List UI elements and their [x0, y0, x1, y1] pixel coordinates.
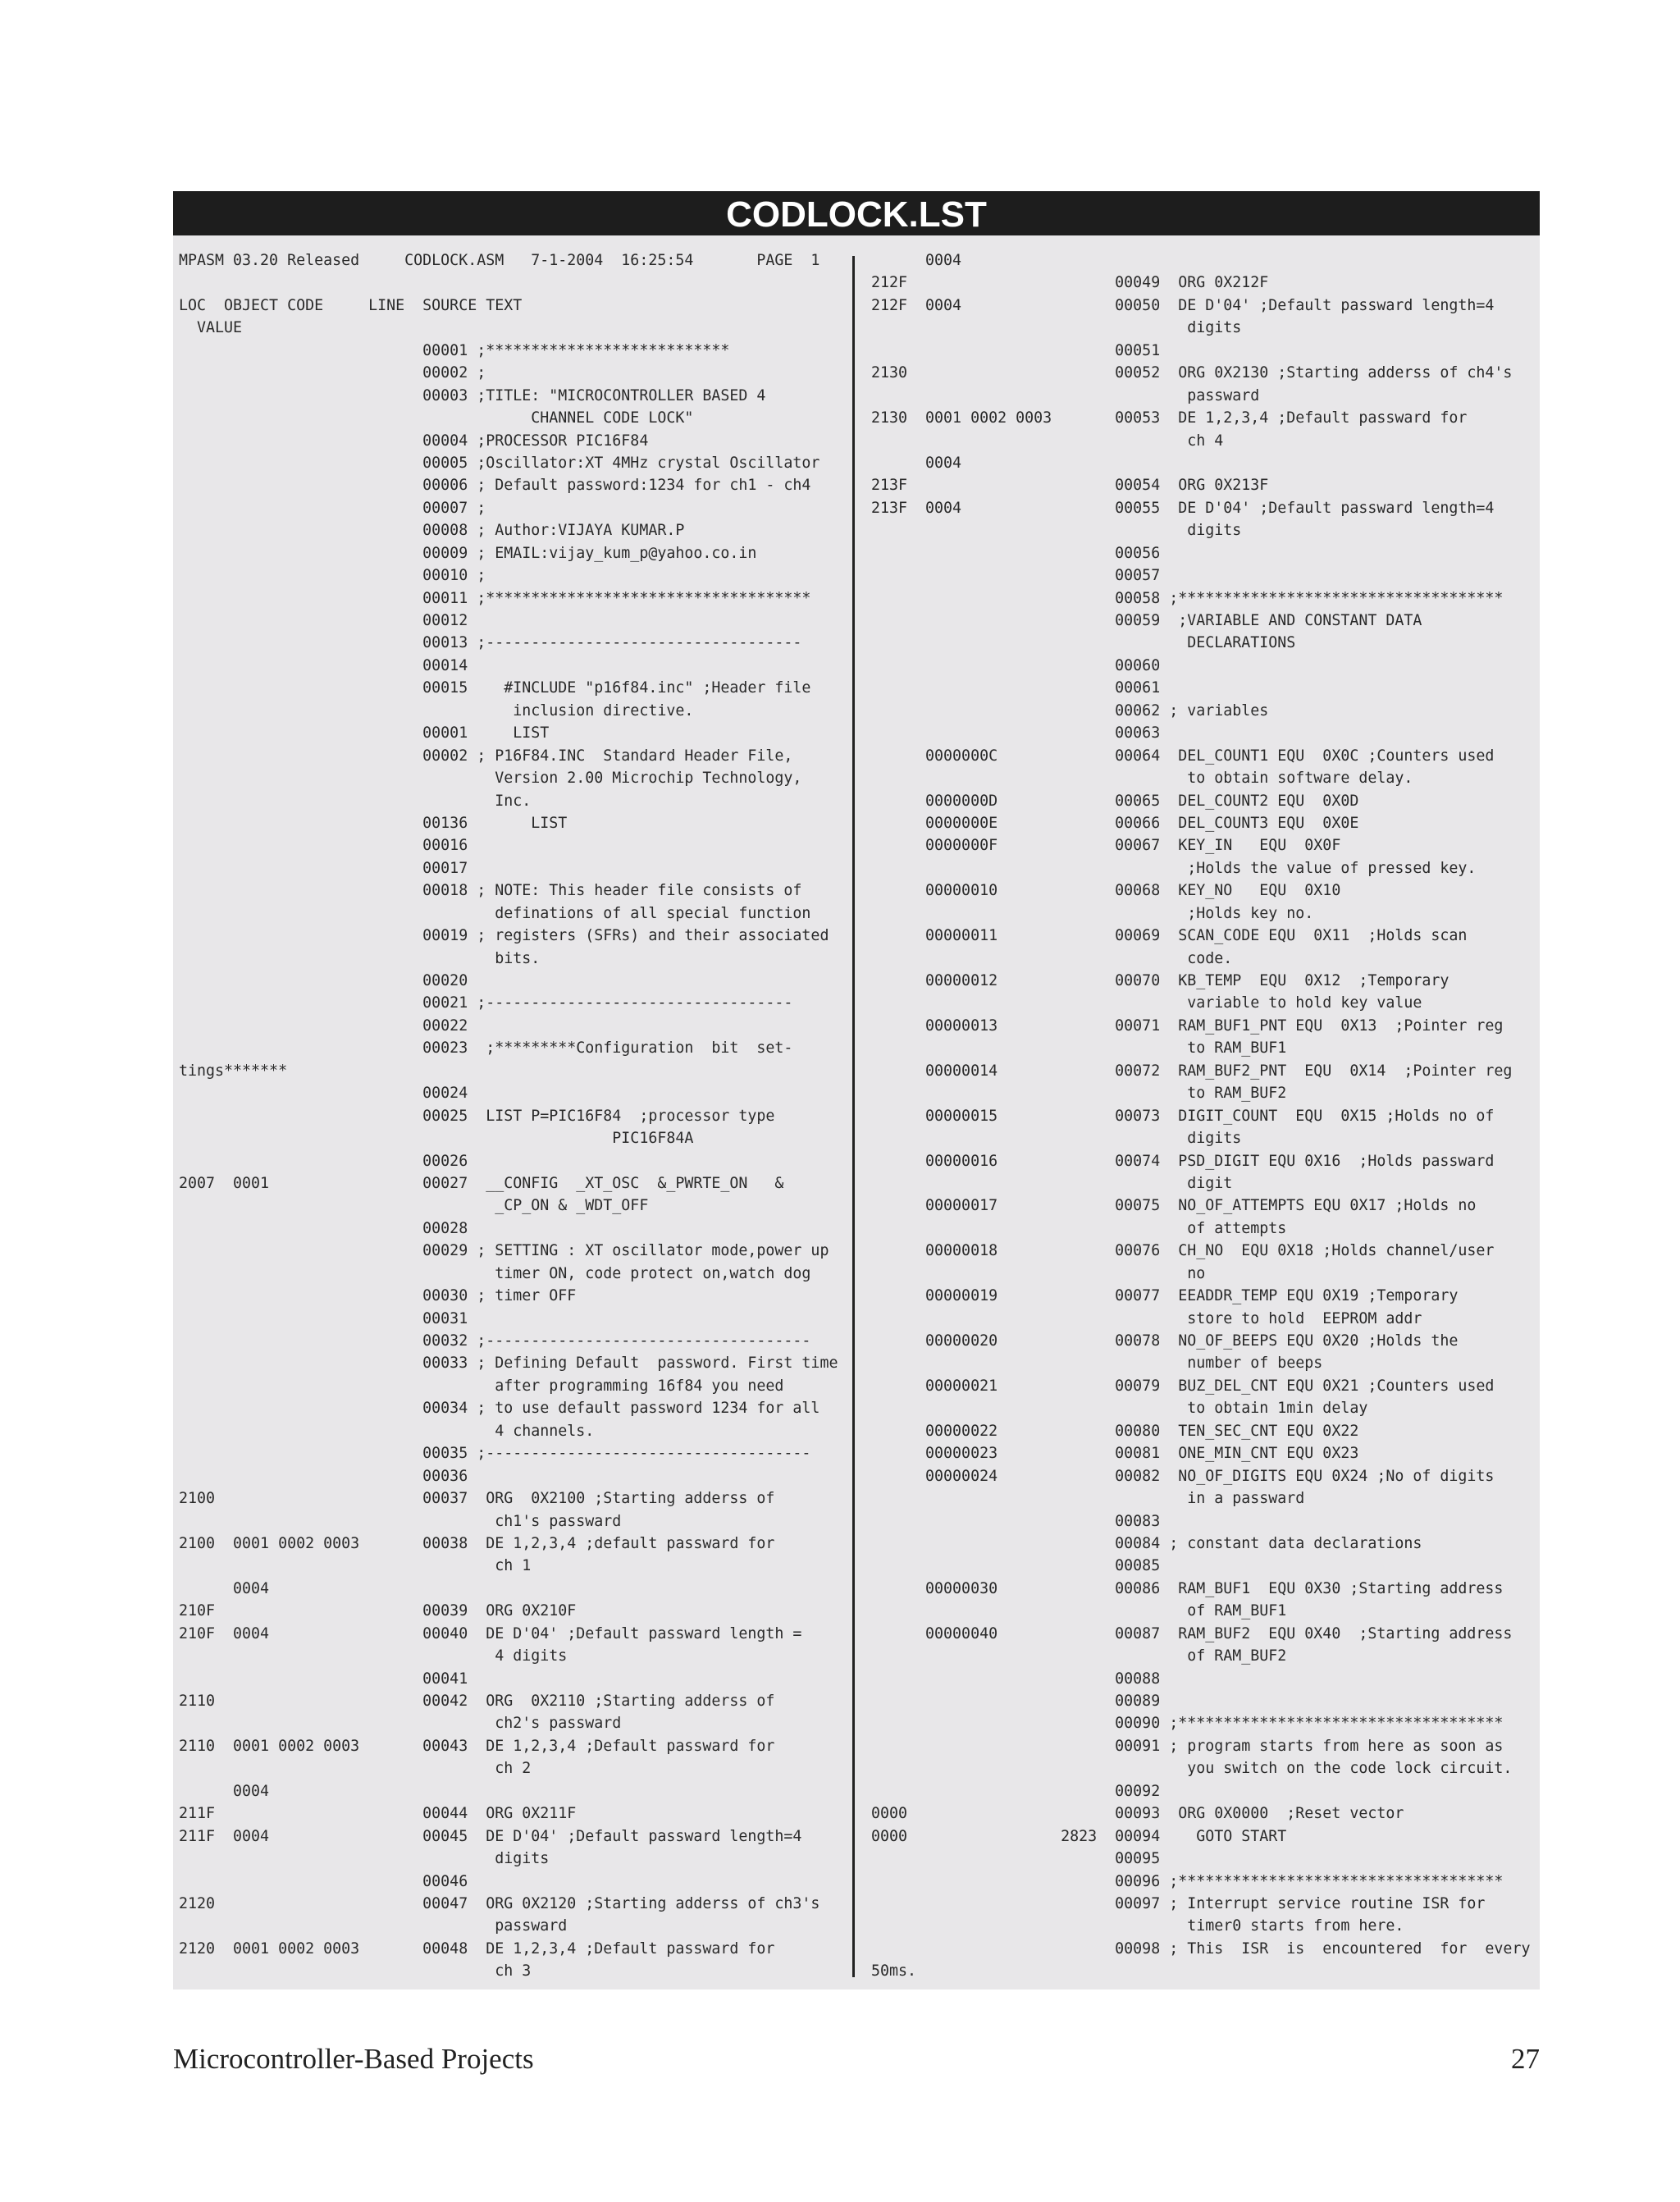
listing-line: 2100 0001 0002 0003 00038 DE 1,2,3,4 ;default passward for — [179, 1534, 775, 1552]
listing-line: VALUE — [179, 319, 243, 337]
listing-line: 0000 00093 ORG 0X0000 ;Reset vector — [871, 1805, 1404, 1823]
listing-line: DECLARATIONS — [871, 634, 1296, 652]
listing-line: 00088 — [871, 1670, 1161, 1688]
listing-line: 00012 — [179, 612, 468, 629]
listing-line: ;Holds key no. — [871, 904, 1314, 922]
listing-line: 00085 — [871, 1557, 1161, 1575]
listing-line: 00060 — [871, 656, 1161, 674]
listing-line: 00033 ; Defining Default password. First time — [179, 1355, 838, 1373]
listing-line: ch 2 — [179, 1760, 532, 1778]
listing-line: 00024 — [179, 1085, 468, 1103]
listing-line: 00083 — [871, 1512, 1161, 1530]
listing-line: 00000030 00086 RAM_BUF1 EQU 0X30 ;Starting address — [871, 1579, 1504, 1597]
listing-line: 00000040 00087 RAM_BUF2 EQU 0X40 ;Starting address — [871, 1624, 1513, 1642]
listing-line: inclusion directive. — [179, 701, 694, 720]
listing-line: 2120 00047 ORG 0X2120 ;Starting adderss of ch3's — [179, 1894, 820, 1912]
listing-line: 00000012 00070 KB_TEMP EQU 0X12 ;Temporary — [871, 972, 1449, 989]
listing-line: 00023 ;*********Configuration bit set- — [179, 1039, 793, 1058]
listing-line: digits — [179, 1850, 550, 1868]
listing-line: 00025 LIST P=PIC16F84 ;processor type — [179, 1107, 775, 1125]
listing-line: 00006 ; Default password:1234 for ch1 - ch4 — [179, 477, 811, 495]
listing-line: 00020 — [179, 972, 468, 989]
listing-line: 00000015 00073 DIGIT_COUNT EQU 0X15 ;Holds no of — [871, 1107, 1495, 1125]
listing-line: 2110 00042 ORG 0X2110 ;Starting adderss of — [179, 1693, 775, 1710]
listing-line: 00016 — [179, 837, 468, 855]
listing-line: digits — [871, 319, 1242, 337]
listing-line: 00041 — [179, 1670, 468, 1688]
listing-line: 00005 ;Oscillator:XT 4MHz crystal Oscillator — [179, 454, 820, 472]
listing-line: 00030 ; timer OFF — [179, 1287, 577, 1305]
listing-line: timer0 starts from here. — [871, 1917, 1404, 1935]
listing-line: 00000023 00081 ONE_MIN_CNT EQU 0X23 — [871, 1445, 1359, 1463]
listing-line: 211F 0004 00045 DE D'04' ;Default passward length=4 — [179, 1827, 802, 1845]
listing-line: after programming 16f84 you need — [179, 1377, 784, 1395]
listing-line: 00018 ; NOTE: This header file consists of — [179, 882, 802, 900]
listing-line: CHANNEL CODE LOCK" — [179, 409, 694, 427]
listing-line: 00062 ; variables — [871, 701, 1269, 720]
listing-line: 0004 — [871, 252, 962, 269]
listing-line: definations of all special function — [179, 904, 811, 922]
listing-line: 00002 ; — [179, 364, 486, 382]
listing-line: 00028 — [179, 1219, 468, 1237]
listing-line: 211F 00044 ORG 0X211F — [179, 1805, 577, 1823]
listing-line: 00001 LIST — [179, 724, 550, 742]
listing-line: 213F 0004 00055 DE D'04' ;Default passward length=4 — [871, 499, 1495, 517]
listing-line: tings******* — [179, 1062, 288, 1080]
listing-line: 00000019 00077 EEADDR_TEMP EQU 0X19 ;Temporary — [871, 1287, 1459, 1305]
listing-line: 00063 — [871, 724, 1161, 742]
listing-line: 00013 ;----------------------------------- — [179, 634, 802, 652]
listing-line: to obtain software delay. — [871, 770, 1413, 788]
listing-line: 00051 — [871, 341, 1161, 359]
listing-line: 210F 0004 00040 DE D'04' ;Default passward length = — [179, 1624, 802, 1642]
listing-line: 00089 — [871, 1693, 1161, 1710]
listing-line: 00017 — [179, 859, 468, 877]
listing-line: _CP_ON & _WDT_OFF — [179, 1197, 649, 1215]
listing-right-column — [871, 249, 1568, 1983]
listing-line: 00002 ; P16F84.INC Standard Header File, — [179, 747, 793, 765]
listing-title: CODLOCK.LST — [173, 191, 1540, 235]
listing-line: 00000016 00074 PSD_DIGIT EQU 0X16 ;Holds passward — [871, 1152, 1495, 1170]
listing-line: 0004 — [871, 454, 962, 472]
listing-line: 00014 — [179, 656, 468, 674]
listing-line: 00021 ;---------------------------------- — [179, 994, 793, 1012]
listing-line: 00009 ; EMAIL:vijay_kum_p@yahoo.co.in — [179, 544, 757, 562]
listing-line: 00010 ; — [179, 567, 486, 585]
listing-line: Version 2.00 Microchip Technology, — [179, 770, 802, 788]
listing-line: no — [871, 1264, 1206, 1282]
listing-line: Inc. — [179, 792, 532, 810]
listing-line: LOC OBJECT CODE LINE SOURCE TEXT — [179, 296, 523, 314]
listing-line: 4 channels. — [179, 1422, 595, 1440]
listing-line: 0000000F 00067 KEY_IN EQU 0X0F — [871, 837, 1341, 855]
listing-line: 00029 ; SETTING : XT oscillator mode,power up — [179, 1242, 829, 1260]
listing-line: you switch on the code lock circuit. — [871, 1760, 1513, 1778]
listing-line: 00057 — [871, 567, 1161, 585]
listing-line: 00000024 00082 NO_OF_DIGITS EQU 0X24 ;No of digits — [871, 1467, 1495, 1485]
listing-line: of attempts — [871, 1219, 1287, 1237]
listing-line: ch2's passward — [179, 1715, 622, 1733]
listing-line: timer ON, code protect on,watch dog — [179, 1264, 811, 1282]
listing-line: 00000021 00079 BUZ_DEL_CNT EQU 0X21 ;Counters used — [871, 1377, 1495, 1395]
listing-line: 00000020 00078 NO_OF_BEEPS EQU 0X20 ;Holds the — [871, 1332, 1459, 1350]
listing-line: 2130 00052 ORG 0X2130 ;Starting adderss of ch4's — [871, 364, 1513, 382]
listing-line: 00000018 00076 CH_NO EQU 0X18 ;Holds channel/user — [871, 1242, 1495, 1260]
listing-line: ch1's passward — [179, 1512, 622, 1530]
listing-line: 00136 LIST — [179, 814, 568, 832]
listing-line: digits — [871, 522, 1242, 540]
listing-left-column — [179, 249, 876, 1983]
listing-line: store to hold EEPROM addr — [871, 1309, 1422, 1327]
listing-line: 00000010 00068 KEY_NO EQU 0X10 — [871, 882, 1341, 900]
listing-line: 2007 0001 00027 __CONFIG _XT_OSC &_PWRTE_ON & — [179, 1174, 784, 1192]
listing-line: 0000000C 00064 DEL_COUNT1 EQU 0X0C ;Counters used — [871, 747, 1495, 765]
listing-line: 0000000E 00066 DEL_COUNT3 EQU 0X0E — [871, 814, 1359, 832]
listing-line: 00031 — [179, 1309, 468, 1327]
listing-line: 00026 — [179, 1152, 468, 1170]
listing-line: to obtain 1min delay — [871, 1400, 1368, 1418]
listing-line: ch 1 — [179, 1557, 532, 1575]
listing-line: 00092 — [871, 1782, 1161, 1800]
listing-line: 00090 ;************************************ — [871, 1715, 1504, 1733]
listing-line: 00019 ; registers (SFRs) and their associated — [179, 927, 829, 945]
listing-line: 00058 ;************************************ — [871, 589, 1504, 607]
listing-line: variable to hold key value — [871, 994, 1422, 1012]
listing-line: 213F 00054 ORG 0X213F — [871, 477, 1269, 495]
listing-line: 2100 00037 ORG 0X2100 ;Starting adderss of — [179, 1490, 775, 1508]
listing-line: number of beeps — [871, 1355, 1323, 1373]
listing-line: 212F 0004 00050 DE D'04' ;Default passward length=4 — [871, 296, 1495, 314]
listing-line: MPASM 03.20 Released CODLOCK.ASM 7-1-2004 16:25:54 PAGE 1 — [179, 252, 820, 269]
listing-line: ch 3 — [179, 1962, 532, 1980]
listing-line: 210F 00039 ORG 0X210F — [179, 1602, 577, 1620]
listing-line: to RAM_BUF2 — [871, 1085, 1287, 1103]
listing-line: 2110 0001 0002 0003 00043 DE 1,2,3,4 ;Default passward for — [179, 1737, 775, 1755]
listing-line: 0004 — [179, 1782, 270, 1800]
listing-line: 00061 — [871, 679, 1161, 697]
listing-line: PIC16F84A — [179, 1130, 694, 1148]
listing-line: 00011 ;************************************ — [179, 589, 811, 607]
listing-line: 00000011 00069 SCAN_CODE EQU 0X11 ;Holds scan — [871, 927, 1468, 945]
listing-line: 00001 ;*************************** — [179, 341, 730, 359]
listing-line: of RAM_BUF1 — [871, 1602, 1287, 1620]
listing-line: ;Holds the value of pressed key. — [871, 859, 1477, 877]
listing-line: 00000017 00075 NO_OF_ATTEMPTS EQU 0X17 ;Holds no — [871, 1197, 1477, 1215]
listing-line: code. — [871, 949, 1233, 967]
listing-line: 00000014 00072 RAM_BUF2_PNT EQU 0X14 ;Pointer reg — [871, 1062, 1513, 1080]
listing-line: passward — [179, 1917, 568, 1935]
listing-line — [179, 272, 876, 294]
listing-line: passward — [871, 386, 1260, 404]
listing-line: 00022 — [179, 1016, 468, 1035]
listing-line: 50ms. — [871, 1962, 917, 1980]
listing-line: 0000000D 00065 DEL_COUNT2 EQU 0X0D — [871, 792, 1359, 810]
listing-line: in a passward — [871, 1490, 1305, 1508]
listing-line: 00008 ; Author:VIJAYA KUMAR.P — [179, 522, 685, 540]
listing-line: bits. — [179, 949, 541, 967]
listing-line: 00032 ;------------------------------------ — [179, 1332, 811, 1350]
listing-line: 00007 ; — [179, 499, 486, 517]
listing-line: 00091 ; program starts from here as soon as — [871, 1737, 1504, 1755]
listing-line: 00000022 00080 TEN_SEC_CNT EQU 0X22 — [871, 1422, 1359, 1440]
listing-line: 00035 ;------------------------------------ — [179, 1445, 811, 1463]
listing-line: 00098 ; This ISR is encountered for every — [871, 1939, 1531, 1958]
listing-line: digits — [871, 1130, 1242, 1148]
listing-line: 00036 — [179, 1467, 468, 1485]
listing-line: 00056 — [871, 544, 1161, 562]
listing-line: 00084 ; constant data declarations — [871, 1534, 1422, 1552]
footer-book-title: Microcontroller-Based Projects — [173, 2043, 534, 2075]
listing-line: 0004 — [179, 1579, 270, 1597]
listing-line: to RAM_BUF1 — [871, 1039, 1287, 1058]
listing-line: 212F 00049 ORG 0X212F — [871, 274, 1269, 292]
listing-line: 0000 2823 00094 GOTO START — [871, 1827, 1287, 1845]
listing-line: 4 digits — [179, 1647, 568, 1665]
listing-line: 00000013 00071 RAM_BUF1_PNT EQU 0X13 ;Pointer reg — [871, 1016, 1504, 1035]
listing-line: 00004 ;PROCESSOR PIC16F84 — [179, 432, 649, 450]
listing-line: of RAM_BUF2 — [871, 1647, 1287, 1665]
listing-line: 00015 #INCLUDE "p16f84.inc" ;Header file — [179, 679, 811, 697]
listing-line: 00095 — [871, 1850, 1161, 1868]
listing-line: 00097 ; Interrupt service routine ISR for — [871, 1894, 1486, 1912]
listing-line: 2130 0001 0002 0003 00053 DE 1,2,3,4 ;Default passward for — [871, 409, 1468, 427]
listing-line: 00059 ;VARIABLE AND CONSTANT DATA — [871, 612, 1422, 629]
listing-line: 2120 0001 0002 0003 00048 DE 1,2,3,4 ;Default passward for — [179, 1939, 775, 1958]
listing-line: ch 4 — [871, 432, 1224, 450]
footer-page-number: 27 — [1511, 2043, 1540, 2075]
listing-line: 00003 ;TITLE: "MICROCONTROLLER BASED 4 — [179, 386, 766, 404]
listing-line: 00096 ;************************************ — [871, 1872, 1504, 1890]
listing-line: 00046 — [179, 1872, 468, 1890]
listing-line: digit — [871, 1174, 1233, 1192]
listing-line: 00034 ; to use default password 1234 for all — [179, 1400, 820, 1418]
